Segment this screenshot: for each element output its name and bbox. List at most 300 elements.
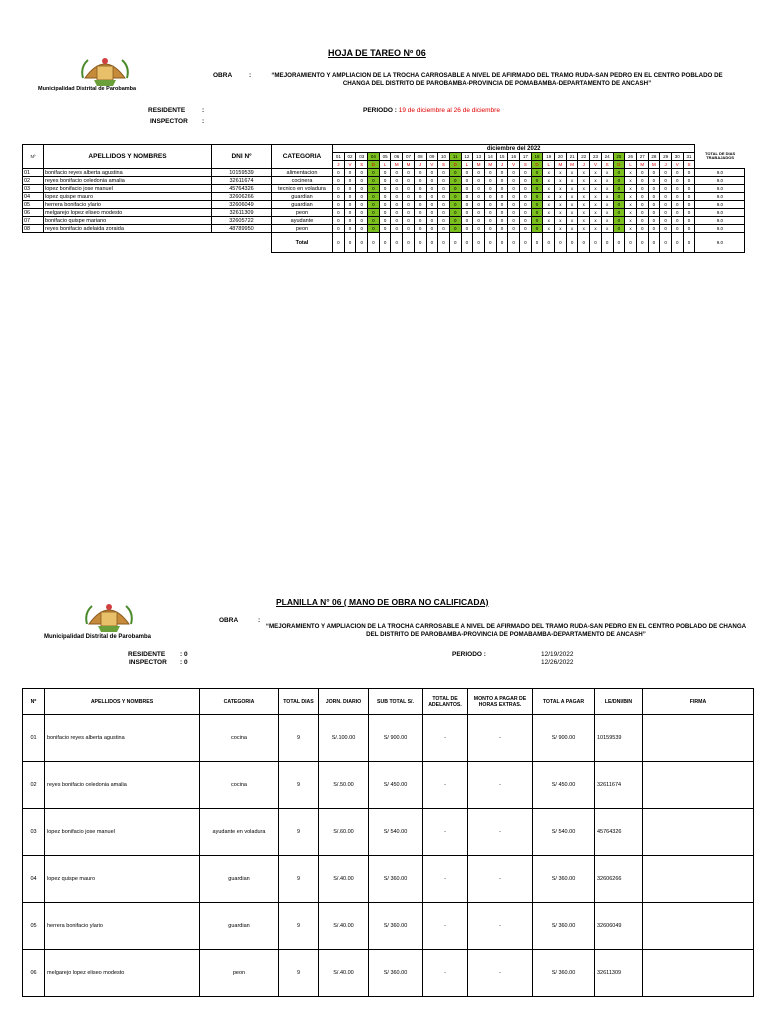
attendance-cell: x xyxy=(543,209,555,217)
attendance-cell: 0 xyxy=(613,177,625,185)
worker-name: reyes bonifacio adelaida zoraida xyxy=(44,225,212,233)
planilla-col-header: FIRMA xyxy=(643,689,754,715)
attendance-cell: 0 xyxy=(356,185,368,193)
attendance-cell: 0 xyxy=(449,225,461,233)
tareo-inspector-label: INSPECTOR xyxy=(150,118,188,125)
col-n: Nº xyxy=(23,145,44,169)
attendance-cell: 0 xyxy=(356,169,368,177)
total-cell: 0 xyxy=(566,233,578,253)
attendance-cell: 0 xyxy=(379,201,391,209)
total-pay: S/ 360.00 xyxy=(533,903,595,950)
attendance-cell: 0 xyxy=(636,169,648,177)
daily-wage: S/.60.00 xyxy=(319,809,369,856)
attendance-cell: 0 xyxy=(484,169,496,177)
attendance-cell: 0 xyxy=(344,201,356,209)
attendance-cell: 0 xyxy=(333,217,345,225)
total-cell: 0 xyxy=(578,233,590,253)
planilla-residente-value: : 0 xyxy=(180,651,188,658)
attendance-cell: 0 xyxy=(449,177,461,185)
table-row xyxy=(23,185,745,193)
attendance-cell: 0 xyxy=(496,217,508,225)
attendance-cell: 0 xyxy=(636,217,648,225)
total-cell: 0 xyxy=(508,233,520,253)
attendance-cell: x xyxy=(601,169,613,177)
total-cell: 0 xyxy=(636,233,648,253)
attendance-cell: 0 xyxy=(403,185,415,193)
attendance-cell: 0 xyxy=(391,201,403,209)
planilla-inspector-value: : 0 xyxy=(180,659,188,666)
attendance-cell: x xyxy=(601,225,613,233)
worker-dni: 32611674 xyxy=(212,177,272,185)
attendance-cell: 0 xyxy=(660,225,672,233)
tareo-periodo-label: PERIODO : xyxy=(363,107,397,114)
attendance-cell: 0 xyxy=(520,217,532,225)
attendance-cell: 0 xyxy=(403,225,415,233)
attendance-cell: x xyxy=(566,185,578,193)
attendance-cell: 0 xyxy=(648,217,660,225)
attendance-cell: 0 xyxy=(426,185,438,193)
total-row xyxy=(23,233,745,253)
attendance-cell: x xyxy=(555,193,567,201)
day-number-cell: 24 xyxy=(601,153,613,161)
weekday-cell: S xyxy=(356,161,368,169)
attendance-cell: 0 xyxy=(379,177,391,185)
attendance-cell: 0 xyxy=(671,177,683,185)
attendance-cell: 0 xyxy=(461,225,473,233)
col-total: TOTAL DE DIAS TRABAJADOS xyxy=(704,150,736,161)
attendance-cell: 0 xyxy=(531,185,543,193)
planilla-periodo-label: PERIODO : xyxy=(452,651,486,658)
day-number-cell: 05 xyxy=(379,153,391,161)
total-cell: 0 xyxy=(449,233,461,253)
attendance-cell: 0 xyxy=(426,209,438,217)
worker-name: lopez quispe mauro xyxy=(44,193,212,201)
attendance-cell: x xyxy=(555,185,567,193)
attendance-cell: 0 xyxy=(496,185,508,193)
worker-category: ayudante xyxy=(272,217,333,225)
attendance-cell: 0 xyxy=(648,177,660,185)
row-number: 07 xyxy=(23,217,44,225)
worker-category: peon xyxy=(200,950,279,997)
overtime: - xyxy=(468,856,533,903)
attendance-cell: 0 xyxy=(660,209,672,217)
worker-name: lopez bonifacio jose manuel xyxy=(45,809,200,856)
attendance-cell: 0 xyxy=(438,225,450,233)
attendance-cell: 0 xyxy=(438,209,450,217)
advances: - xyxy=(423,715,468,762)
attendance-cell: 0 xyxy=(648,185,660,193)
worker-total-days: 9.0 xyxy=(695,185,745,193)
attendance-cell: 0 xyxy=(344,185,356,193)
attendance-cell: x xyxy=(543,201,555,209)
municipality-name-2: Municipalidad Distrital de Parobamba xyxy=(44,634,152,640)
attendance-cell: 0 xyxy=(613,225,625,233)
tareo-obra-text: “MEJORAMIENTO Y AMPLIACION DE LA TROCHA CARROSABLE A NIVEL DE AFIRMADO DEL TRAMO RUDA-SAN PEDRO EN EL CENTRO POBLADO DE CHANGA DEL DISTRITO DE PAROBAMBA-PROVINCIA DE POMABAMBA-DEPARTAMENTO DE ANCASH” xyxy=(271,72,723,87)
blank-cell xyxy=(23,233,272,253)
attendance-cell: 0 xyxy=(426,193,438,201)
planilla-periodo-from: 12/19/2022 xyxy=(541,651,574,658)
day-number-cell: 15 xyxy=(496,153,508,161)
attendance-cell: 0 xyxy=(660,217,672,225)
attendance-cell: x xyxy=(625,201,637,209)
attendance-cell: 0 xyxy=(520,177,532,185)
attendance-cell: 0 xyxy=(484,209,496,217)
attendance-cell: x xyxy=(555,169,567,177)
planilla-col-header: SUB TOTAL S/. xyxy=(369,689,423,715)
month-header: diciembre del 2022 xyxy=(333,145,695,153)
row-number: 04 xyxy=(23,193,44,201)
worker-total-days: 9.0 xyxy=(695,201,745,209)
weekday-cell: M xyxy=(391,161,403,169)
worker-dni: 45764326 xyxy=(595,809,643,856)
table-row xyxy=(23,225,745,233)
worker-dni: 32606049 xyxy=(595,903,643,950)
total-cell: 0 xyxy=(683,233,695,253)
attendance-cell: 0 xyxy=(671,209,683,217)
row-number: 03 xyxy=(23,185,44,193)
weekday-cell: M xyxy=(636,161,648,169)
attendance-cell: 0 xyxy=(636,201,648,209)
attendance-cell: 0 xyxy=(414,201,426,209)
attendance-cell: 0 xyxy=(461,177,473,185)
attendance-cell: 0 xyxy=(484,177,496,185)
attendance-cell: 0 xyxy=(660,201,672,209)
day-number-cell: 30 xyxy=(671,153,683,161)
attendance-cell: 0 xyxy=(449,169,461,177)
attendance-cell: 0 xyxy=(648,169,660,177)
attendance-cell: 0 xyxy=(449,209,461,217)
attendance-cell: 0 xyxy=(403,209,415,217)
attendance-cell: 0 xyxy=(531,201,543,209)
day-number-cell: 27 xyxy=(636,153,648,161)
tareo-periodo-value: 19 de diciembre al 26 de diciembre xyxy=(398,107,500,114)
attendance-cell: 0 xyxy=(414,193,426,201)
attendance-cell: 0 xyxy=(368,209,380,217)
planilla-col-header: APELLIDOS Y NOMBRES xyxy=(45,689,200,715)
signature-cell[interactable] xyxy=(643,903,754,950)
attendance-cell: 0 xyxy=(484,217,496,225)
total-pay: S/ 360.00 xyxy=(533,950,595,997)
day-number-cell: 26 xyxy=(625,153,637,161)
planilla-col-header: MONTO A PAGAR DE HORAS EXTRAS. xyxy=(468,689,533,715)
subtotal: S/ 360.00 xyxy=(369,903,423,950)
table-row xyxy=(23,809,754,856)
weekday-cell: L xyxy=(625,161,637,169)
weekday-cell: V xyxy=(426,161,438,169)
planilla-col-header: TOTAL A PAGAR xyxy=(533,689,595,715)
worker-total-days: 9.0 xyxy=(695,177,745,185)
weekday-cell: S xyxy=(438,161,450,169)
total-cell: 0 xyxy=(601,233,613,253)
weekday-cell: M xyxy=(484,161,496,169)
tareo-table xyxy=(22,144,745,253)
weekday-cell: L xyxy=(379,161,391,169)
total-cell: 0 xyxy=(520,233,532,253)
attendance-cell: x xyxy=(578,177,590,185)
attendance-cell: 0 xyxy=(356,177,368,185)
attendance-cell: 0 xyxy=(379,185,391,193)
attendance-cell: 0 xyxy=(484,225,496,233)
signature-cell[interactable] xyxy=(643,856,754,903)
worker-dni: 32606266 xyxy=(212,193,272,201)
attendance-cell: 0 xyxy=(508,193,520,201)
worker-dni: 48789950 xyxy=(212,225,272,233)
subtotal: S/ 360.00 xyxy=(369,950,423,997)
attendance-cell: 0 xyxy=(333,169,345,177)
attendance-cell: x xyxy=(625,209,637,217)
attendance-cell: 0 xyxy=(414,225,426,233)
day-number-cell: 01 xyxy=(333,153,345,161)
row-number: 06 xyxy=(23,209,44,217)
signature-cell[interactable] xyxy=(643,950,754,997)
attendance-cell: 0 xyxy=(496,201,508,209)
attendance-cell: x xyxy=(543,177,555,185)
attendance-cell: x xyxy=(590,185,602,193)
row-number: 03 xyxy=(23,809,45,856)
attendance-cell: 0 xyxy=(368,185,380,193)
planilla-table xyxy=(22,688,754,997)
attendance-cell: x xyxy=(590,225,602,233)
row-number: 02 xyxy=(23,177,44,185)
planilla-inspector-label: INSPECTOR xyxy=(129,659,167,666)
attendance-cell: x xyxy=(555,217,567,225)
attendance-cell: 0 xyxy=(508,225,520,233)
attendance-cell: 0 xyxy=(403,201,415,209)
worker-name: melgarejo lopez eliseo modesto xyxy=(45,950,200,997)
attendance-cell: 0 xyxy=(379,225,391,233)
worker-category: guardian xyxy=(272,193,333,201)
weekday-cell: V xyxy=(671,161,683,169)
attendance-cell: x xyxy=(601,177,613,185)
attendance-cell: 0 xyxy=(496,209,508,217)
attendance-cell: x xyxy=(625,225,637,233)
planilla-obra-sep: : xyxy=(258,617,261,624)
attendance-cell: 0 xyxy=(344,225,356,233)
attendance-cell: 0 xyxy=(531,177,543,185)
attendance-cell: x xyxy=(601,193,613,201)
attendance-cell: 0 xyxy=(520,169,532,177)
total-cell: 0 xyxy=(484,233,496,253)
weekday-cell: J xyxy=(496,161,508,169)
overtime: - xyxy=(468,950,533,997)
worker-category: ayudante en voladura xyxy=(200,809,279,856)
attendance-cell: 0 xyxy=(356,217,368,225)
attendance-cell: 0 xyxy=(484,201,496,209)
attendance-cell: 0 xyxy=(613,209,625,217)
col-dni: DNI Nº xyxy=(212,145,272,169)
worker-total-days: 9.0 xyxy=(695,225,745,233)
attendance-cell: 0 xyxy=(671,217,683,225)
attendance-cell: 0 xyxy=(683,217,695,225)
total-days: 9 xyxy=(279,809,319,856)
attendance-cell: 0 xyxy=(683,209,695,217)
attendance-cell: 0 xyxy=(531,193,543,201)
worker-category: cocinera xyxy=(272,177,333,185)
row-number: 08 xyxy=(23,225,44,233)
attendance-cell: 0 xyxy=(391,185,403,193)
attendance-cell: 0 xyxy=(683,177,695,185)
attendance-cell: x xyxy=(590,201,602,209)
attendance-cell: x xyxy=(601,185,613,193)
total-cell: 0 xyxy=(461,233,473,253)
weekday-cell: D xyxy=(449,161,461,169)
worker-name: bonifacio quispe mariano xyxy=(44,217,212,225)
attendance-cell: 0 xyxy=(368,225,380,233)
worker-category: guardian xyxy=(200,856,279,903)
attendance-cell: 0 xyxy=(508,169,520,177)
attendance-cell: x xyxy=(578,225,590,233)
attendance-cell: x xyxy=(543,193,555,201)
worker-dni: 32606266 xyxy=(595,856,643,903)
tareo-obra-label: OBRA xyxy=(213,72,233,79)
attendance-cell: 0 xyxy=(508,177,520,185)
total-pay: S/ 450.00 xyxy=(533,762,595,809)
attendance-cell: x xyxy=(625,177,637,185)
row-number: 05 xyxy=(23,903,45,950)
attendance-cell: 0 xyxy=(403,169,415,177)
attendance-cell: 0 xyxy=(379,209,391,217)
total-cell: 0 xyxy=(473,233,485,253)
worker-category: cocina xyxy=(200,715,279,762)
worker-dni: 32605722 xyxy=(212,217,272,225)
attendance-cell: x xyxy=(601,201,613,209)
attendance-cell: 0 xyxy=(683,225,695,233)
attendance-cell: 0 xyxy=(344,193,356,201)
table-row xyxy=(23,856,754,903)
total-cell: 0 xyxy=(438,233,450,253)
attendance-cell: x xyxy=(590,177,602,185)
attendance-cell: 0 xyxy=(438,169,450,177)
attendance-cell: 0 xyxy=(344,169,356,177)
attendance-cell: 0 xyxy=(449,201,461,209)
attendance-cell: x xyxy=(555,209,567,217)
col-nombres: APELLIDOS Y NOMBRES xyxy=(44,145,212,169)
subtotal: S/ 450.00 xyxy=(369,762,423,809)
attendance-cell: 0 xyxy=(414,185,426,193)
weekday-cell: S xyxy=(601,161,613,169)
attendance-cell: 0 xyxy=(473,169,485,177)
weekday-cell: S xyxy=(520,161,532,169)
attendance-cell: 0 xyxy=(333,209,345,217)
attendance-cell: x xyxy=(601,209,613,217)
planilla-col-header: CATEGORIA xyxy=(200,689,279,715)
day-number-cell: 12 xyxy=(461,153,473,161)
attendance-cell: 0 xyxy=(344,177,356,185)
tareo-obra-sep: : xyxy=(249,72,252,79)
attendance-cell: 0 xyxy=(636,177,648,185)
attendance-cell: 0 xyxy=(648,225,660,233)
total-days: 9 xyxy=(279,903,319,950)
signature-cell[interactable] xyxy=(643,762,754,809)
day-number-cell: 04 xyxy=(368,153,380,161)
day-number-cell: 25 xyxy=(613,153,625,161)
attendance-cell: 0 xyxy=(344,209,356,217)
total-cell: 0 xyxy=(379,233,391,253)
weekday-cell: D xyxy=(613,161,625,169)
subtotal: S/ 540.00 xyxy=(369,809,423,856)
weekday-cell: J xyxy=(578,161,590,169)
attendance-cell: 0 xyxy=(473,217,485,225)
attendance-cell: 0 xyxy=(461,185,473,193)
attendance-cell: 0 xyxy=(368,193,380,201)
attendance-cell: 0 xyxy=(636,209,648,217)
attendance-cell: 0 xyxy=(391,209,403,217)
weekday-cell: M xyxy=(555,161,567,169)
attendance-cell: 0 xyxy=(683,185,695,193)
day-number-cell: 16 xyxy=(508,153,520,161)
attendance-cell: x xyxy=(555,225,567,233)
attendance-cell: 0 xyxy=(356,209,368,217)
day-number-cell: 19 xyxy=(543,153,555,161)
attendance-cell: 0 xyxy=(403,217,415,225)
attendance-cell: 0 xyxy=(473,185,485,193)
planilla-title: PLANILLA N° 06 ( MANO DE OBRA NO CALIFICADA) xyxy=(276,597,489,607)
weekday-cell: J xyxy=(414,161,426,169)
total-cell: 0 xyxy=(368,233,380,253)
attendance-cell: 0 xyxy=(520,201,532,209)
weekday-cell: J xyxy=(660,161,672,169)
attendance-cell: x xyxy=(578,185,590,193)
planilla-col-header: JORN. DIARIO xyxy=(319,689,369,715)
attendance-cell: 0 xyxy=(414,169,426,177)
overtime: - xyxy=(468,715,533,762)
attendance-cell: 0 xyxy=(403,177,415,185)
worker-dni: 32606049 xyxy=(212,201,272,209)
row-number: 01 xyxy=(23,169,44,177)
day-number-cell: 14 xyxy=(484,153,496,161)
attendance-cell: x xyxy=(578,169,590,177)
attendance-cell: 0 xyxy=(473,193,485,201)
attendance-cell: x xyxy=(543,217,555,225)
day-number-cell: 11 xyxy=(449,153,461,161)
total-cell: 0 xyxy=(613,233,625,253)
total-cell: 0 xyxy=(625,233,637,253)
signature-cell[interactable] xyxy=(643,715,754,762)
attendance-cell: 0 xyxy=(461,201,473,209)
subtotal: S/ 360.00 xyxy=(369,856,423,903)
worker-name: melgarejo lopez eliseo modesto xyxy=(44,209,212,217)
total-cell: 0 xyxy=(660,233,672,253)
attendance-cell: 0 xyxy=(368,169,380,177)
total-cell: 0 xyxy=(496,233,508,253)
attendance-cell: 0 xyxy=(508,201,520,209)
table-row xyxy=(23,217,745,225)
row-number: 04 xyxy=(23,856,45,903)
table-row xyxy=(23,177,745,185)
signature-cell[interactable] xyxy=(643,809,754,856)
weekday-cell: S xyxy=(683,161,695,169)
attendance-cell: 0 xyxy=(520,193,532,201)
attendance-cell: x xyxy=(566,193,578,201)
attendance-cell: 0 xyxy=(449,185,461,193)
attendance-cell: 0 xyxy=(368,177,380,185)
attendance-cell: 0 xyxy=(520,225,532,233)
attendance-cell: 0 xyxy=(438,185,450,193)
attendance-cell: 0 xyxy=(391,217,403,225)
planilla-col-header: LE/DNI/BIN xyxy=(595,689,643,715)
advances: - xyxy=(423,809,468,856)
total-pay: S/ 900.00 xyxy=(533,715,595,762)
total-pay: S/ 540.00 xyxy=(533,809,595,856)
attendance-cell: 0 xyxy=(426,177,438,185)
attendance-cell: x xyxy=(578,201,590,209)
attendance-cell: 0 xyxy=(496,169,508,177)
table-row xyxy=(23,762,754,809)
total-cell: 0 xyxy=(531,233,543,253)
attendance-cell: 0 xyxy=(508,185,520,193)
attendance-cell: 0 xyxy=(648,209,660,217)
attendance-cell: 0 xyxy=(426,217,438,225)
